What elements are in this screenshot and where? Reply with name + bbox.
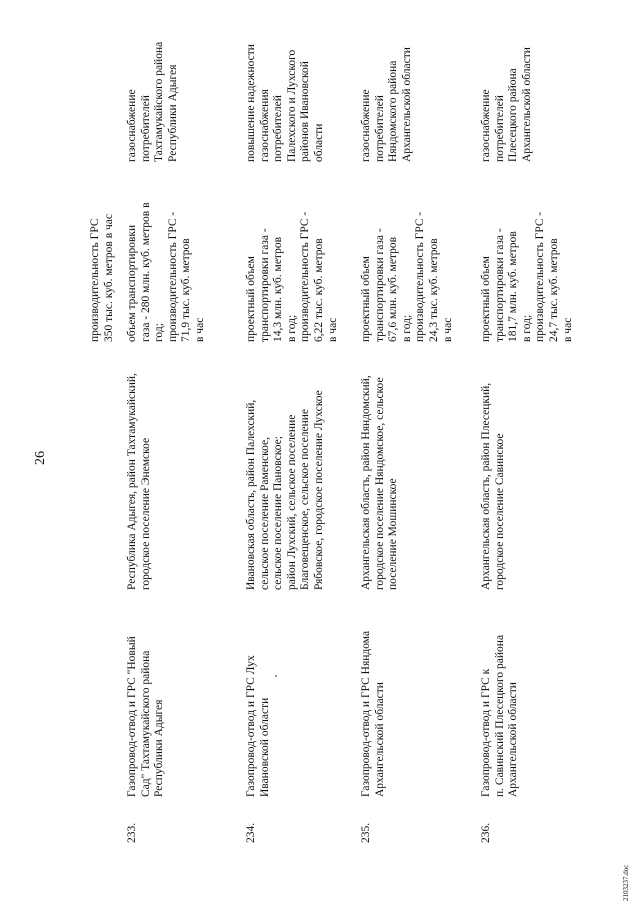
object-parameters-line: транспортировки газа - (258, 228, 271, 342)
object-location (480, 325, 507, 590)
object-parameters-line: в час (561, 317, 574, 342)
object-location (360, 325, 401, 590)
object-parameters-line: в час (441, 317, 454, 342)
object-parameters-line: проектный объем (245, 256, 257, 342)
object-name (126, 597, 167, 797)
object-parameters-line: год; (153, 323, 166, 342)
object-purpose-line: Республики Адыгея (166, 64, 179, 162)
object-parameters-line: производительность ГРС - (166, 211, 179, 342)
object-location-line: городское поселение Няндомское, сельское (373, 377, 386, 590)
object-name-line: Ивановской области (258, 697, 271, 797)
object-parameters-line: в час (193, 317, 206, 342)
object-location-line: Благовещенское, сельское поселение (299, 408, 312, 590)
object-location-line: поселение Мошинское (387, 478, 400, 590)
object-parameters-line: производительность ГРС - (414, 211, 427, 342)
object-parameters-line: 67,6 млн. куб. метров (387, 236, 400, 342)
object-name-line: Архангельской области (373, 682, 386, 797)
object-parameters (480, 192, 575, 342)
object-name (360, 597, 387, 797)
object-parameters-line: 6,22 тыс. куб. метров (312, 238, 325, 342)
object-name-line: Сад" Тахтамукайского района (139, 650, 152, 797)
object-parameters-line: проектный объем (480, 256, 492, 342)
object-parameters-line: производительность ГРС - (299, 211, 312, 342)
object-location-line: Республика Адыгея, район Тахтамукайский, (126, 373, 138, 590)
object-parameters-line: объем транспортировки (126, 224, 138, 342)
object-parameters-line: в год; (520, 314, 533, 342)
object-location-line: Архангельская область, район Плесецкий, (480, 382, 492, 590)
document-filename: 2103237.doc (622, 864, 630, 901)
object-purpose-line: газоснабжение (126, 89, 138, 162)
row-number: 235. (360, 822, 372, 843)
object-purpose-line: потребителей (272, 95, 285, 162)
object-name-line: Газопровод-отвод и ГРС "Новый (126, 636, 138, 797)
object-location-line: Архангельская область, район Няндомский, (360, 375, 372, 590)
object-purpose-line: потребителей (493, 95, 506, 162)
object-parameters-line: производительность ГРС - (534, 211, 547, 342)
object-location-line: сельское поселение Раменское, (258, 437, 271, 590)
object-name (245, 597, 272, 797)
object-parameters-line: в год; (400, 314, 413, 342)
object-purpose-line: газоснабжение (480, 89, 492, 162)
object-name-line: Газопровод-отвод и ГРС к (480, 668, 492, 797)
page-number: 26 (33, 451, 48, 465)
object-name-line: Газопровод-отвод и ГРС Лух (245, 655, 257, 797)
object-location-line: городское поселение Савинское (493, 433, 506, 590)
object-purpose (245, 12, 327, 162)
object-parameters-line: 71,9 тыс. куб. метров (180, 238, 193, 342)
object-purpose-line: Архангельской области (400, 47, 413, 162)
continued-params (89, 142, 116, 342)
object-location-line: Рябовское, городское поселение Лухское (312, 390, 325, 590)
object-parameters-line: в год; (285, 314, 298, 342)
object-parameters-line: 181,7 млн. куб. метров (507, 231, 520, 342)
object-location (126, 325, 153, 590)
continued-line: производительность ГРС (89, 218, 101, 342)
object-location-line: район Лухский, сельское поселение (285, 414, 298, 590)
object-parameters-line: транспортировки газа - (373, 228, 386, 342)
object-name (480, 597, 521, 797)
object-purpose-line: потребителей (373, 95, 386, 162)
object-purpose-line: газоснабжение (360, 89, 372, 162)
object-parameters-line: транспортировки газа - (493, 228, 506, 342)
object-name-line: Архангельской области (507, 682, 520, 797)
object-parameters-line: 24,3 тыс. куб. метров (427, 238, 440, 342)
object-location-line: городское поселение Энемское (139, 437, 152, 590)
object-parameters-line: газа - 280 млн. куб. метров в (139, 202, 152, 342)
row-number: 233. (126, 822, 138, 843)
object-purpose-line: потребителей (139, 95, 152, 162)
object-purpose (360, 12, 414, 162)
object-name-line: п. Савинский Плесецкого района (493, 634, 506, 797)
object-purpose-line: Тахтамукайского района (153, 41, 166, 162)
row-number: 234. (245, 822, 257, 843)
object-parameters-line: 14,3 млн. куб. метров (272, 236, 285, 342)
object-purpose-line: повышение надежности (245, 44, 257, 162)
object-purpose-line: газоснабжения (258, 89, 271, 162)
object-purpose-line: районов Ивановской (299, 61, 312, 162)
object-location (245, 325, 327, 590)
scan-speck (275, 675, 277, 677)
object-parameters (126, 192, 208, 342)
object-parameters-line: в час (326, 317, 339, 342)
row-number: 236. (480, 822, 492, 843)
object-parameters-line: 24,7 тыс. куб. метров (547, 238, 560, 342)
object-purpose-line: Няндомского района (387, 60, 400, 162)
object-location-line: Ивановская область, район Палехский, (245, 399, 257, 590)
object-purpose (126, 12, 180, 162)
object-purpose-line: области (312, 123, 325, 162)
object-purpose (480, 12, 534, 162)
object-purpose-line: Палехского и Лухского (285, 49, 298, 162)
object-location-line: сельское поселение Пановское; (272, 436, 285, 590)
continued-line: 350 тыс. куб. метров в час (102, 213, 115, 342)
object-purpose-line: Плесецкого района (507, 68, 520, 162)
object-name-line: Республики Адыгея (153, 699, 166, 797)
object-parameters-line: проектный объем (360, 256, 372, 342)
object-name-line: Газопровод-отвод и ГРС Няндома (360, 630, 372, 797)
object-purpose-line: Архангельской области (520, 47, 533, 162)
object-parameters (360, 192, 455, 342)
object-parameters (245, 192, 340, 342)
